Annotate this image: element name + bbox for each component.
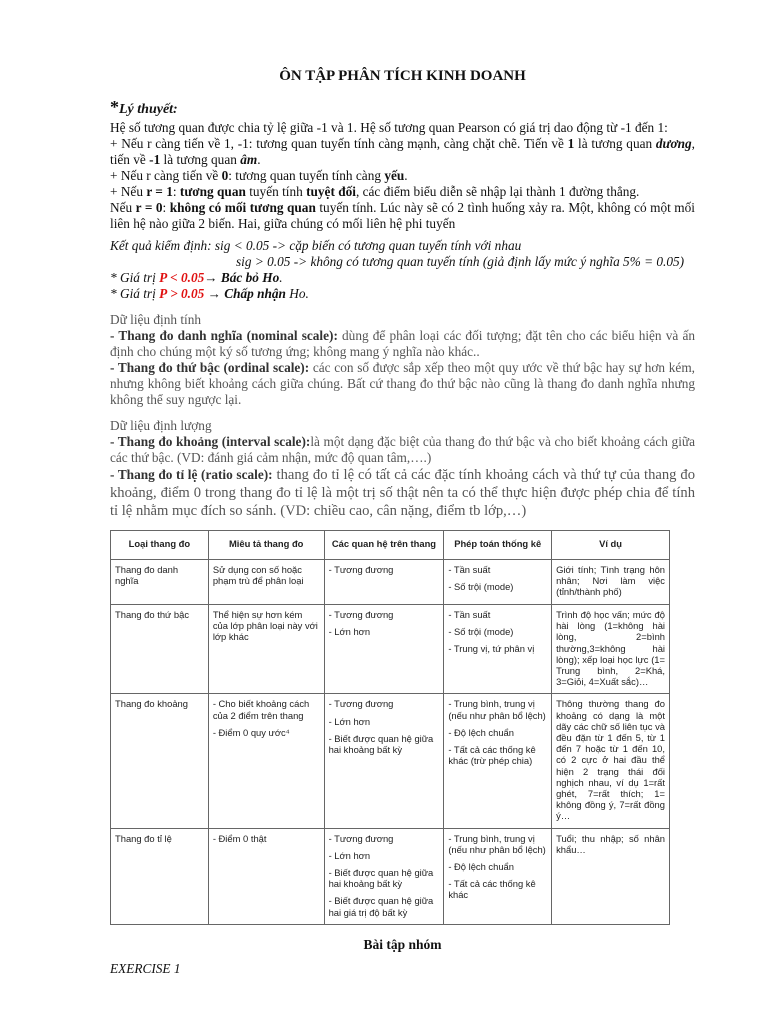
theory-bullet-2: + Nếu r càng tiến về 0: tương quan tuyến tính càng yếu. bbox=[110, 168, 408, 183]
table-header: Phép toán thống kê bbox=[444, 531, 552, 560]
table-cell: Thang đo tỉ lệ bbox=[111, 828, 209, 924]
table-cell: - Tần suất - Số trội (mode) bbox=[444, 560, 552, 605]
table-cell: Thông thường thang đo khoảng có dạng là một dãy các chữ số liên tục và đều đặn từ 1 đến 5, từ 1 đến 7 hoặc từ 1 đến 10, có 2 cực ở hai đầu thể hiện 2 trạng thái đối nghịch nhau, ví dụ 1=rất ghét, 7=rất thích; 1= không đồng ý, 7=rất đồng ý… bbox=[552, 694, 670, 828]
theory-heading: *Lý thuyết: bbox=[110, 97, 178, 117]
quantitative-heading: Dữ liệu định lượng bbox=[110, 418, 212, 433]
interval-scale: - Thang đo khoảng (interval scale):là một dạng đặc biệt của thang đo thứ bậc và cho biết khoảng cách giữa các thứ bậc. (VD: đánh giá cảm nhận, mức độ quan tâm,….) bbox=[110, 434, 696, 465]
table-cell: Thang đo khoảng bbox=[111, 694, 209, 828]
theory-bullet-4: Nếu r = 0: không có mối tương quan tuyến tính. Lúc này sẽ có 2 tình huống xảy ra. Một, không có một mối liên hệ nào giữa 2 biến. Hai, giữa chúng có mối liên hệ phi tuyến bbox=[110, 200, 695, 231]
table-cell: Tuổi; thu nhập; số nhân khẩu… bbox=[552, 828, 670, 924]
p-value-reject: * Giá trị P < 0.05→ Bác bỏ Ho. bbox=[110, 270, 283, 285]
table-cell: Thang đo thứ bậc bbox=[111, 605, 209, 694]
table-cell: - Trung bình, trung vị (nếu như phân bổ lệch) - Độ lệch chuẩn - Tất cả các thống kê khác (trừ phép chia) bbox=[444, 694, 552, 828]
table-row bbox=[111, 828, 670, 924]
table-cell: - Tương đương - Lớn hơn bbox=[324, 605, 444, 694]
table-cell: - Tần suất - Số trội (mode) - Trung vị, tứ phân vị bbox=[444, 605, 552, 694]
ordinal-scale: - Thang đo thứ bậc (ordinal scale): các con số được sắp xếp theo một quy ước về thứ bậc hay sự hơn kém, nhưng không biết khoảng cách giữa chúng. Bất cứ thang đo thứ bậc nào cũng là thang đo danh nghĩa nhưng không thể suy ngược lại. bbox=[110, 360, 695, 407]
table-cell: - Cho biết khoảng cách của 2 điểm trên thang - Điểm 0 quy ước⁴ bbox=[208, 694, 324, 828]
table-cell: - Trung bình, trung vị (nếu như phân bổ lệch) - Độ lệch chuẩn - Tất cả các thống kê khác bbox=[444, 828, 552, 924]
test-result-line-2: sig > 0.05 -> không có tương quan tuyến tính (giả định lấy mức ý nghĩa 5% = 0.05) bbox=[236, 254, 685, 269]
test-result-line-1: Kết quả kiểm định: sig < 0.05 -> cặp biến có tương quan tuyến tính với nhau bbox=[110, 238, 522, 253]
table-row bbox=[111, 605, 670, 694]
qualitative-heading: Dữ liệu định tính bbox=[110, 312, 202, 327]
page-title: ÔN TẬP PHÂN TÍCH KINH DOANH bbox=[279, 68, 526, 84]
document-page bbox=[110, 68, 695, 977]
table-cell: - Điểm 0 thật bbox=[208, 828, 324, 924]
table-header-row bbox=[111, 531, 670, 560]
table-cell: - Tương đương - Lớn hơn - Biết được quan hệ giữa hai khoảng bất kỳ bbox=[324, 694, 444, 828]
nominal-scale: - Thang đo danh nghĩa (nominal scale): dùng để phân loại các đối tượng; đặt tên cho các biểu hiện và ấn định cho chúng một ký số tương ứng; không mang ý nghĩa nào khác.. bbox=[110, 328, 695, 359]
table-header: Ví dụ bbox=[552, 531, 670, 560]
theory-intro: Hệ số tương quan được chia tỷ lệ giữa -1 và 1. Hệ số tương quan Pearson có giá trị dao động từ -1 đến 1: bbox=[110, 120, 668, 135]
theory-bullet-1: + Nếu r càng tiến về 1, -1: tương quan tuyến tính càng mạnh, càng chặt chẽ. Tiến về 1 là tương quan dương, tiến về -1 là tương quan âm. bbox=[110, 136, 695, 167]
table-row bbox=[111, 694, 670, 828]
table-cell: Giới tính; Tình trạng hôn nhân; Nơi làm việc (tỉnh/thành phố) bbox=[552, 560, 670, 605]
group-exercise-title: Bài tập nhóm bbox=[363, 936, 442, 952]
p-value-accept: * Giá trị P > 0.05 → Chấp nhận Ho. bbox=[110, 286, 309, 301]
scales-table bbox=[110, 530, 670, 925]
table-header: Loại thang đo bbox=[111, 531, 209, 560]
table-row bbox=[111, 560, 670, 605]
table-cell: Thang đo danh nghĩa bbox=[111, 560, 209, 605]
table-cell: Thể hiện sự hơn kém của lớp phân loại này với lớp khác bbox=[208, 605, 324, 694]
table-cell: Sử dụng con số hoặc phạm trù để phân loại bbox=[208, 560, 324, 605]
table-cell: Trình độ học vấn; mức độ hài lòng (1=không hài lòng, 2=bình thường,3=không hài lòng); xếp loại học lực (1= Trung bình, 2=Khá, 3=Giỏi, 4=Xuất sắc)… bbox=[552, 605, 670, 694]
table-header: Miêu tả thang đo bbox=[208, 531, 324, 560]
exercise-label: EXERCISE 1 bbox=[110, 960, 181, 976]
theory-bullet-3: + Nếu r = 1: tương quan tuyến tính tuyệt đối, các điểm biểu diễn sẽ nhập lại thành 1 đường thẳng. bbox=[110, 184, 640, 199]
table-cell: - Tương đương bbox=[324, 560, 444, 605]
ratio-scale: - Thang đo tỉ lệ (ratio scale): thang đo tỉ lệ có tất cả các đặc tính khoảng cách và thứ tự của thang đo khoảng, điểm 0 trong thang đo tỉ lệ là một trị số thật nên ta có thể thực hiện được phép chia để tính tỉ lệ nhằm mục đích so sánh. (VD: chiều cao, cân nặng, điểm tb lớp,…) bbox=[110, 467, 695, 519]
table-cell: - Tương đương - Lớn hơn - Biết được quan hệ giữa hai khoảng bất kỳ - Biết được quan hệ giữa hai giá trị độ bất kỳ bbox=[324, 828, 444, 924]
table-header: Các quan hệ trên thang bbox=[324, 531, 444, 560]
